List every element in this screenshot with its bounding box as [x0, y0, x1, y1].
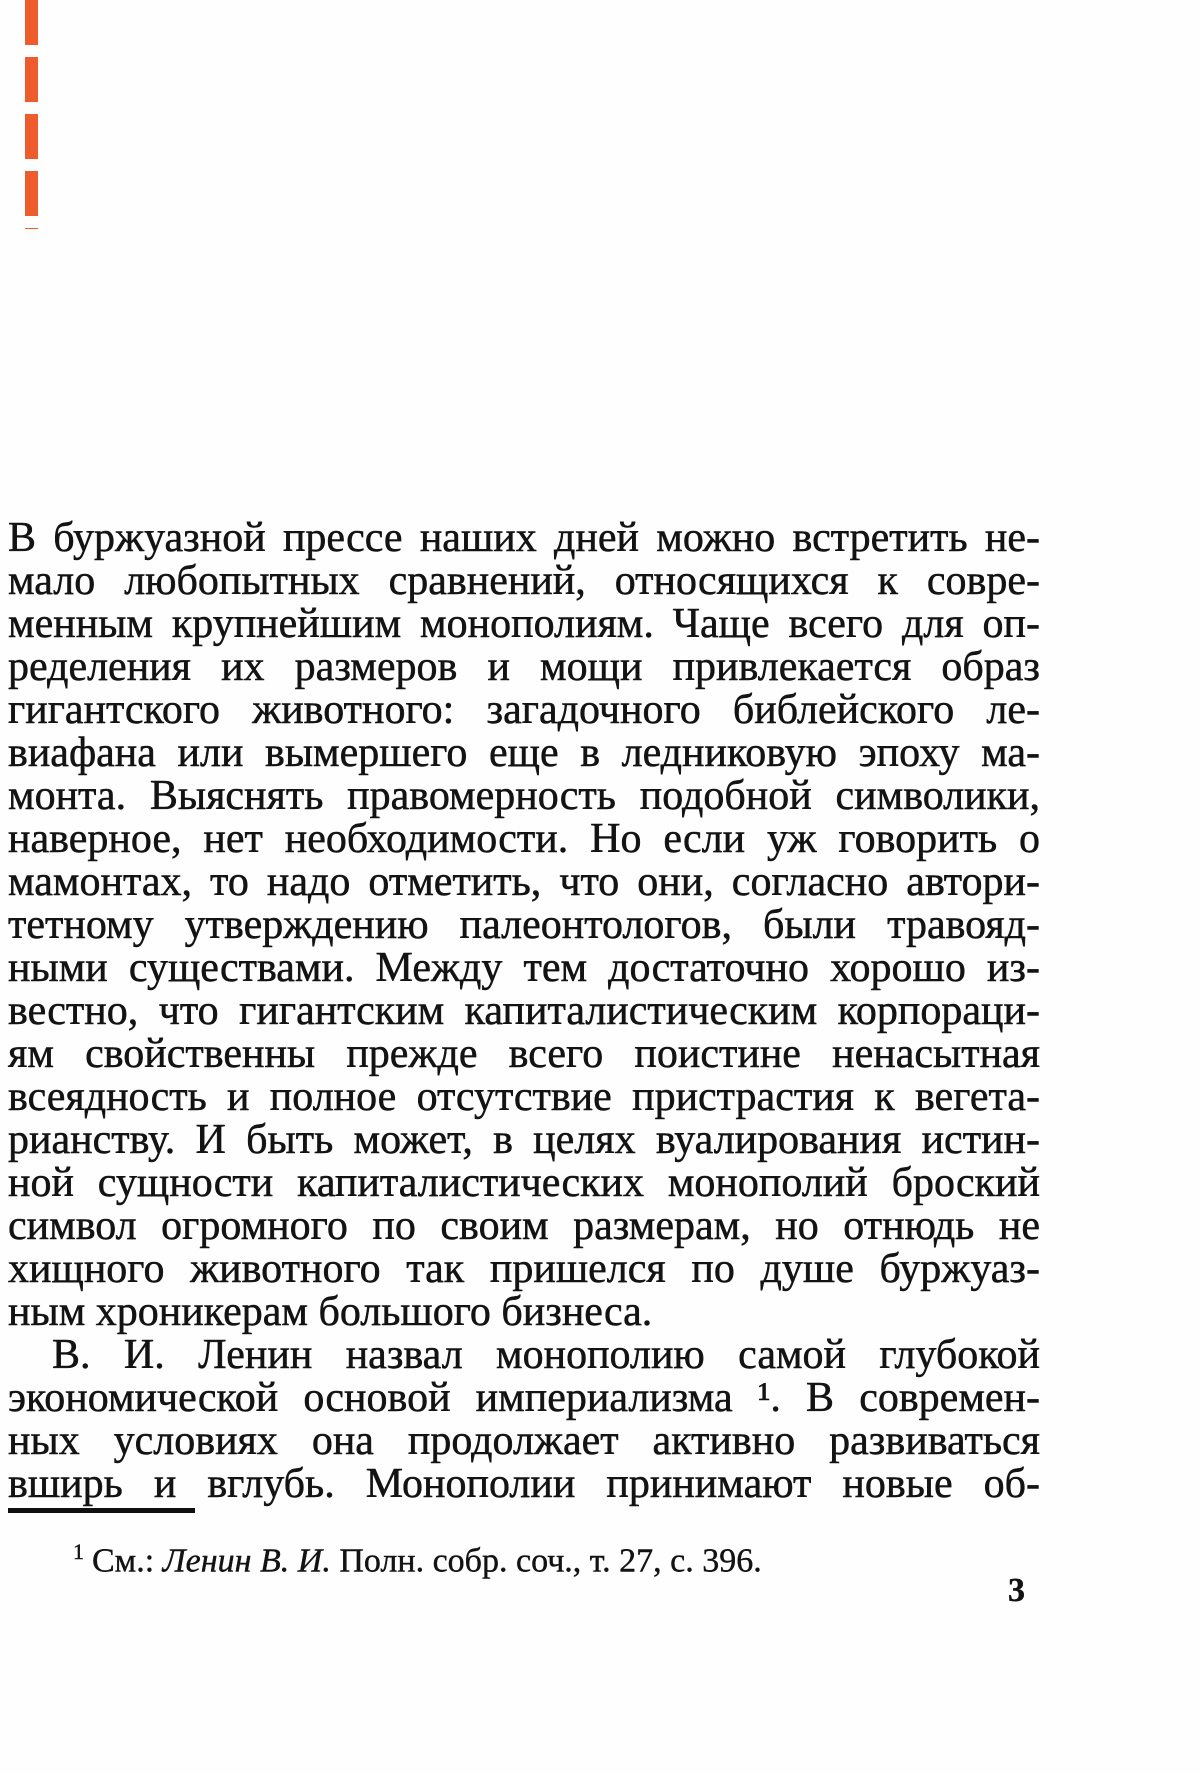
text-line: рианству. И быть может, в целях вуалирования истин-: [8, 1117, 1040, 1163]
footnote-marker: 1: [73, 1539, 84, 1564]
text-line: символ огромного по своим размерам, но отнюдь не: [8, 1203, 1040, 1249]
text-line: менным крупнейшим монополиям. Чаще всего для оп-: [8, 601, 1040, 647]
text-line: ной сущности капиталистических монополий броский: [8, 1160, 1040, 1206]
text-line: экономической основой империализма ¹. В современ-: [8, 1375, 1040, 1421]
footnote-citation-author: Ленин В. И.: [162, 1542, 331, 1580]
text-line: всеядность и полное отсутствие пристрастия к вегета-: [8, 1074, 1040, 1120]
text-line: В буржуазной прессе наших дней можно встретить не-: [8, 515, 1040, 561]
page-number: 3: [1008, 1572, 1025, 1609]
margin-highlight-mark: [25, 0, 38, 229]
text-line: вестно, что гигантским капиталистическим корпораци-: [8, 988, 1040, 1034]
text-line: ным хроникерам большого бизнеса.: [8, 1289, 653, 1335]
text-line: хищного животного так пришелся по душе буржуаз-: [8, 1246, 1040, 1292]
footnote-prefix: См.:: [92, 1542, 163, 1580]
text-line: виафана или вымершего еще в ледниковую эпоху ма-: [8, 730, 1040, 776]
text-line: мамонтах, то надо отметить, что они, согласно автори-: [8, 859, 1040, 905]
text-line: В. И. Ленин назвал монополию самой глубокой: [52, 1332, 1040, 1378]
text-line: ям свойственны прежде всего поистине ненасытная: [8, 1031, 1040, 1077]
text-line: наверное, нет необходимости. Но если уж говорить о: [8, 816, 1040, 862]
footnote-citation-rest: Полн. собр. соч., т. 27, с. 396.: [330, 1542, 762, 1580]
text-line: вширь и вглубь. Монополии принимают новые об-: [8, 1461, 1040, 1507]
text-line: тетному утверждению палеонтологов, были травояд-: [8, 902, 1040, 948]
text-line: монта. Выяснять правомерность подобной символики,: [8, 773, 1040, 819]
text-line: ными существами. Между тем достаточно хорошо из-: [8, 945, 1040, 991]
text-line: ных условиях она продолжает активно развиваться: [8, 1418, 1040, 1464]
text-line: гигантского животного: загадочного библейского ле-: [8, 687, 1040, 733]
text-line: ределения их размеров и мощи привлекается образ: [8, 644, 1040, 690]
text-line: мало любопытных сравнений, относящихся к совре-: [8, 558, 1040, 604]
footnote-rule: [8, 1508, 195, 1513]
body-text: [8, 517, 1040, 1506]
footnote: [8, 1532, 1105, 1581]
